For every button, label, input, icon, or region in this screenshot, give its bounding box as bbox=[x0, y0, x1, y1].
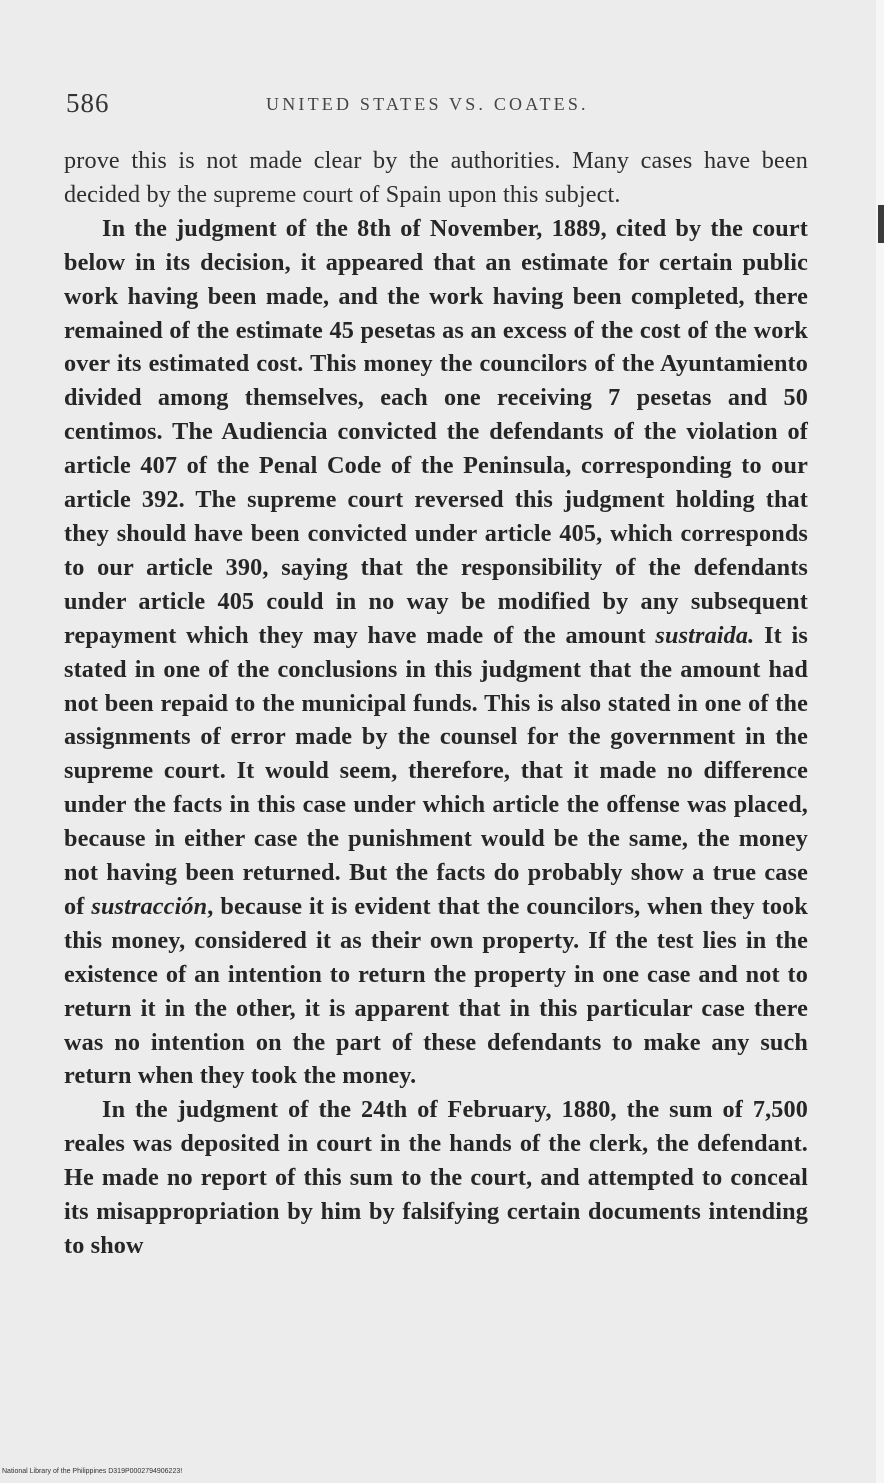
italic-term-sustraccion: sustracción bbox=[91, 892, 208, 920]
paragraph-text: It is stated in one of the conclusions in this judgment that the amount had not been repaid to the municipal funds. This is also stated in one of the assignments of error made by the counsel for the government in the supreme court. It would seem, therefore, that it made no difference under the facts in this case under which article the offense was placed, because in either case the punishment would be the same, the money not having been returned. But the facts do probably show a true case of bbox=[64, 621, 808, 920]
scan-footer: National Library of the Philippines D319P0002794906223! bbox=[2, 1468, 183, 1475]
running-head-title: UNITED STATES VS. COATES. bbox=[266, 94, 589, 114]
page-edge-mark bbox=[878, 205, 884, 243]
running-head bbox=[66, 88, 806, 122]
page-edge bbox=[876, 0, 884, 1483]
paragraph-judgment-1880: In the judgment of the 24th of February, 1880, the sum of 7,500 reales was deposited in court in the hands of the clerk, the defendant. He made no report of this sum to the court, and attempted to conceal its misappropriation by him by falsifying certain documents intending to show bbox=[64, 1096, 808, 1259]
body-text bbox=[64, 144, 808, 1263]
page-number: 586 bbox=[66, 88, 110, 118]
paragraph-text: In the judgment of the 8th of November, 1889, cited by the court below in its decision, it appeared that an estimate for certain public work having been made, and the work having been completed, there remained of the estimate 45 pesetas as an excess of the cost of the work over its estimated cost. This money the councilors of the Ayuntamiento divided among themselves, each one receiving 7 pesetas and 50 centimos. The Audiencia convicted the defendants of the violation of article 407 of the Penal Code of the Peninsula, corresponding to our article 392. The supreme court reversed this judgment holding that they should have been convicted under article 405, which corresponds to our article 390, saying that the responsibility of the defendants under article 405 could in no way be modified by any subsequent repayment which they may have made of the amount bbox=[64, 214, 808, 649]
paragraph-text: , because it is evident that the councilors, when they took this money, considered it as their own property. If the test lies in the existence of an intention to return the property in one case and not to return it in the other, it is apparent that in this particular case there was no intention on the part of these defendants to make any such return when they took the money. bbox=[64, 892, 808, 1090]
italic-term-sustraida: sustraida. bbox=[655, 621, 755, 649]
paragraph-judgment-1889 bbox=[64, 212, 808, 1094]
paragraph-continuation: prove this is not made clear by the authorities. Many cases have been decided by the supreme court of Spain upon this subject. bbox=[64, 147, 808, 208]
